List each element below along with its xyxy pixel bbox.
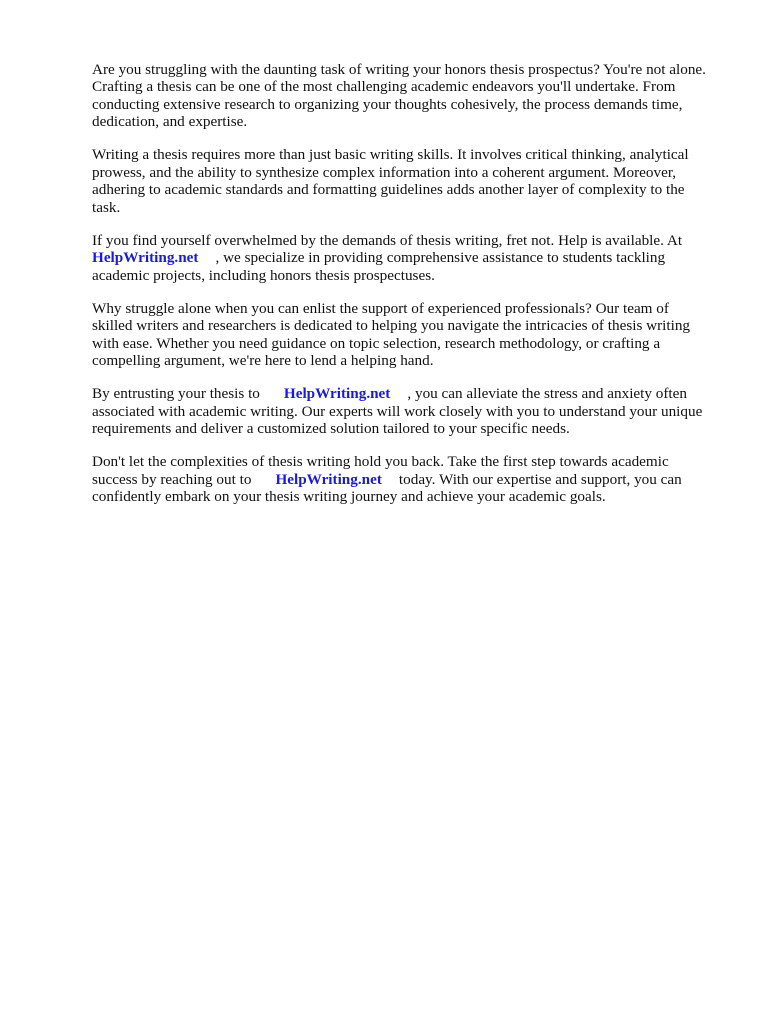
- helpwriting-link-1[interactable]: HelpWriting.net: [92, 249, 199, 267]
- paragraph-closing-text-after: today. With our expertise and support, you can confidently embark on your thesis writing journey and achieve your academic goals.: [92, 470, 682, 506]
- paragraph-entrusting-text-before: By entrusting your thesis to: [92, 385, 260, 403]
- paragraph-requirements: Writing a thesis requires more than just basic writing skills. It involves critical thinking, analytical prowess, and the ability to synthesize complex information into a coherent argument. Moreover, adhering to academic standards and formatting guidelines adds another layer of complexity to the task.: [92, 146, 689, 216]
- helpwriting-link-3[interactable]: HelpWriting.net: [275, 470, 382, 488]
- paragraph-entrusting-text-after: , you can alleviate the stress and anxiety often associated with academic writing. Our experts will work closely with you to understand your unique requirements and deliver a customized solution tailored to your specific needs.: [92, 385, 703, 438]
- paragraph-professionals: Why struggle alone when you can enlist the support of experienced professionals? Our team of skilled writers and researchers is dedicated to helping you navigate the intricacies of thesis writing with ease. Whether you need guidance on topic selection, research methodology, or crafting a compelling argument, we're here to lend a helping hand.: [92, 299, 691, 370]
- document-body: [92, 61, 712, 521]
- paragraph-closing: [92, 453, 712, 505]
- helpwriting-link-2[interactable]: HelpWriting.net: [283, 385, 391, 403]
- paragraph-help-available: [92, 232, 712, 284]
- paragraph-intro: Are you struggling with the daunting task of writing your honors thesis prospectus? You're not alone. Crafting a thesis can be one of the most challenging academic endeavors you'll undertake. From conducting extensive research to organizing your thoughts cohesively, the process demands time, dedication, and expertise.: [92, 61, 706, 131]
- paragraph-closing-text-before: Don't let the complexities of thesis writing hold you back. Take the first step towards academic success by reaching out to: [92, 453, 669, 488]
- paragraph-entrusting: [92, 385, 712, 437]
- paragraph-help-available-text-before: If you find yourself overwhelmed by the demands of thesis writing, fret not. Help is available. At: [92, 231, 683, 249]
- paragraph-help-available-text-after: , we specialize in providing comprehensive assistance to students tackling academic projects, including honors thesis prospectuses.: [92, 249, 666, 284]
